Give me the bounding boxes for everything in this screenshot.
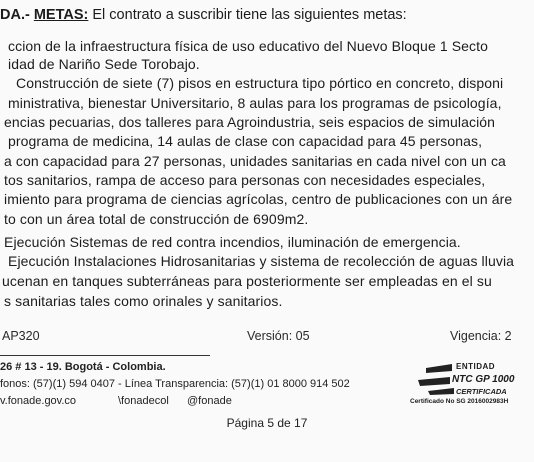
body-line: Ejecución Instalaciones Hidrosanitarias y sistema de recolección de aguas lluvia	[8, 253, 515, 269]
certification-seal	[408, 358, 534, 410]
footer-social-fonade[interactable]: @fonade	[187, 395, 232, 407]
footer-phones: fonos: (57)(1) 594 0407 - Línea Transparencia: (57)(1) 01 8000 914 502	[0, 378, 350, 390]
body-line: idad de Nariño Sede Torobajo.	[8, 56, 200, 72]
body-line: a con capacidad para 27 personas, unidades sanitarias en cada nivel con un ca	[4, 153, 506, 169]
body-line: encias pecuarias, dos talleres para Agroindustria, seis espacios de simulación	[4, 114, 496, 130]
body-line: to con un área total de construcción de 6909m2.	[4, 211, 309, 227]
heading-title: METAS:	[33, 7, 89, 23]
body-line: ccion de la infraestructura física de uso educativo del Nuevo Bloque 1 Secto	[8, 38, 488, 54]
footer-address: 26 # 13 - 19. Bogotá - Colombia.	[0, 361, 166, 373]
body-line: tos sanitarios, rampa de acceso para personas con necesidades especiales,	[4, 172, 486, 188]
cert-number: Certificado No SG 2016002983H	[410, 398, 509, 405]
section-heading	[0, 7, 407, 23]
footer-website[interactable]: v.fonade.gov.co	[0, 395, 77, 407]
heading-text: El contrato a suscribir tiene las siguientes metas:	[92, 7, 407, 23]
body-line: Construcción de siete (7) pisos en estructura tipo pórtico en concreto, disponi	[16, 75, 504, 91]
body-line: programa de medicina, 14 aulas de clase con capacidad para 45 personas,	[8, 133, 483, 149]
footer-divider	[0, 355, 210, 356]
vigencia-label: Vigencia: 2	[450, 329, 512, 343]
body-line: s sanitarias tales como orinales y sanitarios.	[4, 293, 283, 309]
heading-prefix: DA.-	[0, 7, 30, 23]
cert-certified: CERTIFICADA	[456, 387, 507, 396]
body-line: Ejecución Sistemas de red contra incendios, iluminación de emergencia.	[4, 234, 461, 250]
version-label: Versión: 05	[247, 329, 310, 343]
page-number: Página 5 de 17	[226, 416, 308, 430]
document-code: AP320	[2, 329, 40, 343]
cert-entity: ENTIDAD	[456, 362, 496, 371]
cert-standard: NTC GP 1000	[452, 374, 515, 385]
body-line: ucenan en tanques subterráneas para posteriormente ser empleadas en el su	[2, 273, 492, 289]
body-line: ministrativa, bienestar Universitario, 8 aulas para los programas de psicología,	[8, 95, 502, 111]
footer-social-fonadecol[interactable]: \fonadecol	[118, 395, 169, 407]
body-line: imiento para programa de ciencias agrícolas, centro de publicaciones con un áre	[4, 191, 513, 207]
